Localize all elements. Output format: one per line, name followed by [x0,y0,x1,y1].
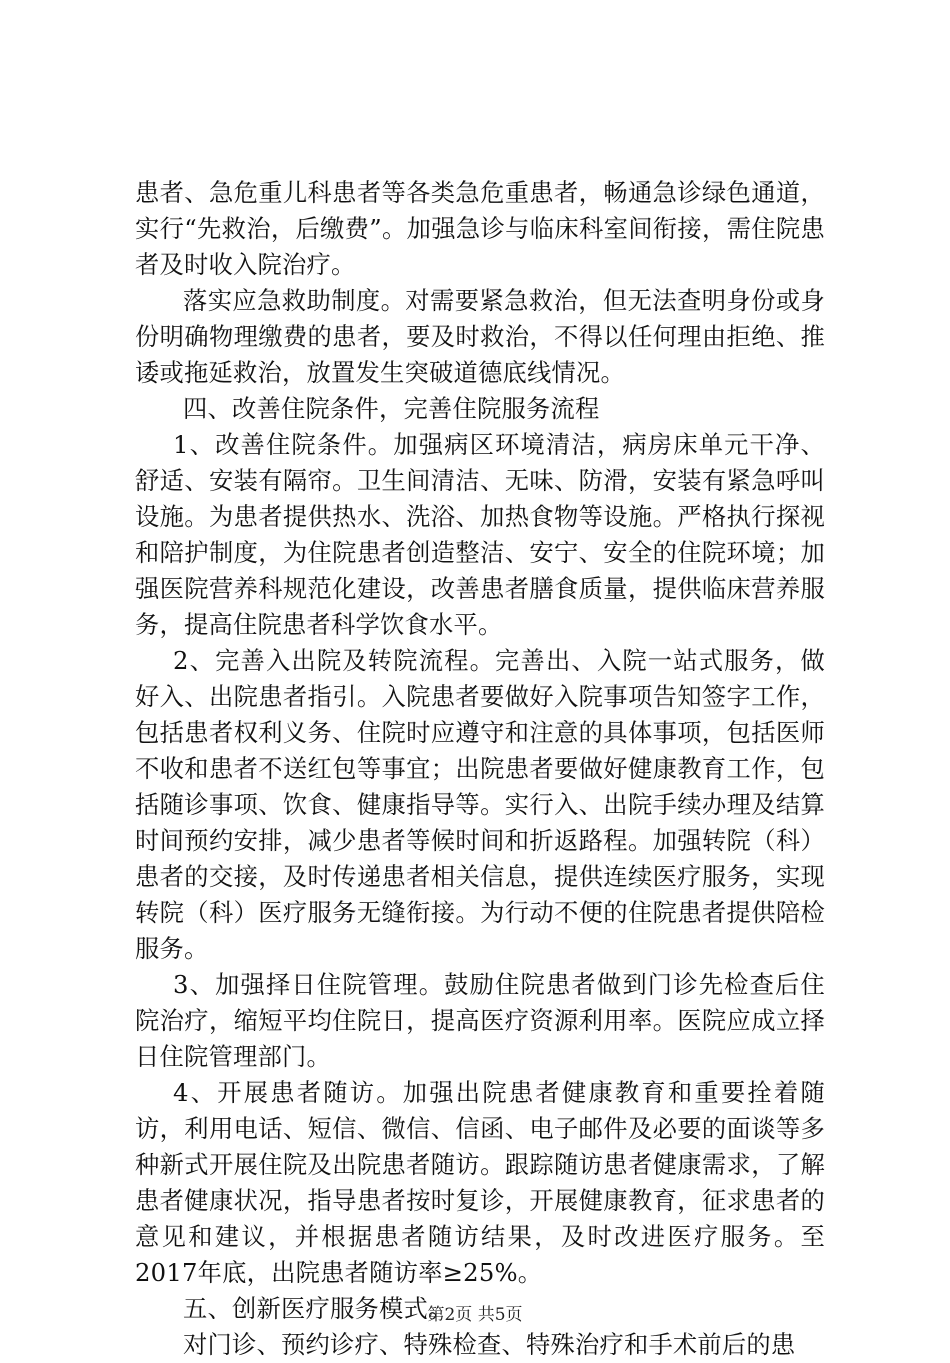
document-body [135,175,825,1363]
paragraph-item-1: 1、改善住院条件。加强病区环境清洁，病房床单元干净、舒适、安装有隔帘。卫生间清洁、无味、防滑，安装有紧急呼叫设施。为患者提供热水、洗浴、加热食物等设施。严格执行探视和陪护制度，为住院患者创造整洁、安宁、安全的住院环境；加强医院营养科规范化建设，改善患者膳食质量，提供临床营养服务，提高住院患者科学饮食水平。 [135,430,825,639]
page-number-footer: 第2页 共5页 [427,1305,523,1325]
paragraph-item-4: 4、开展患者随访。加强出院患者健康教育和重要拴着随访，利用电话、短信、微信、信函、电子邮件及必要的面谈等多种新式开展住院及出院患者随访。跟踪随访患者健康需求，了解患者健康状况，指导患者按时复诊，开展健康教育，征求患者的意见和建议，并根据患者随访结果，及时改进医疗服务。至2017年底，出院患者随访率≥25%。 [135,1078,825,1287]
paragraph-section-five-start: 对门诊、预约诊疗、特殊检查、特殊治疗和手术前后的患 [183,1330,796,1359]
section-heading-four: 四、改善住院条件，完善住院服务流程 [183,394,600,423]
paragraph-continuation: 患者、急危重儿科患者等各类急危重患者，畅通急诊绿色通道，实行“先救治，后缴费”。加强急诊与临床科室间衔接，需住院患者及时收入院治疗。 [135,178,825,279]
paragraph-item-2: 2、完善入出院及转院流程。完善出、入院一站式服务，做好入、出院患者指引。入院患者要做好入院事项告知签字工作，包括患者权利义务、住院时应遵守和注意的具体事项，包括医师不收和患者不送红包等事宜；出院患者要做好健康教育工作，包括随诊事项、饮食、健康指导等。实行入、出院手续办理及结算时间预约安排，减少患者等候时间和折返路程。加强转院（科）患者的交接，及时传递患者相关信息，提供连续医疗服务，实现转院（科）医疗服务无缝衔接。为行动不便的住院患者提供陪检服务。 [135,646,825,963]
section-heading-five: 五、创新医疗服务模式。 [183,1294,453,1323]
paragraph-item-3: 3、加强择日住院管理。鼓励住院患者做到门诊先检查后住院治疗，缩短平均住院日，提高医疗资源利用率。医院应成立择日住院管理部门。 [135,970,825,1071]
paragraph-emergency-relief: 落实应急救助制度。对需要紧急救治，但无法查明身份或身份明确物理缴费的患者，要及时救治，不得以任何理由拒绝、推诿或拖延救治，放置发生突破道德底线情况。 [135,286,825,387]
